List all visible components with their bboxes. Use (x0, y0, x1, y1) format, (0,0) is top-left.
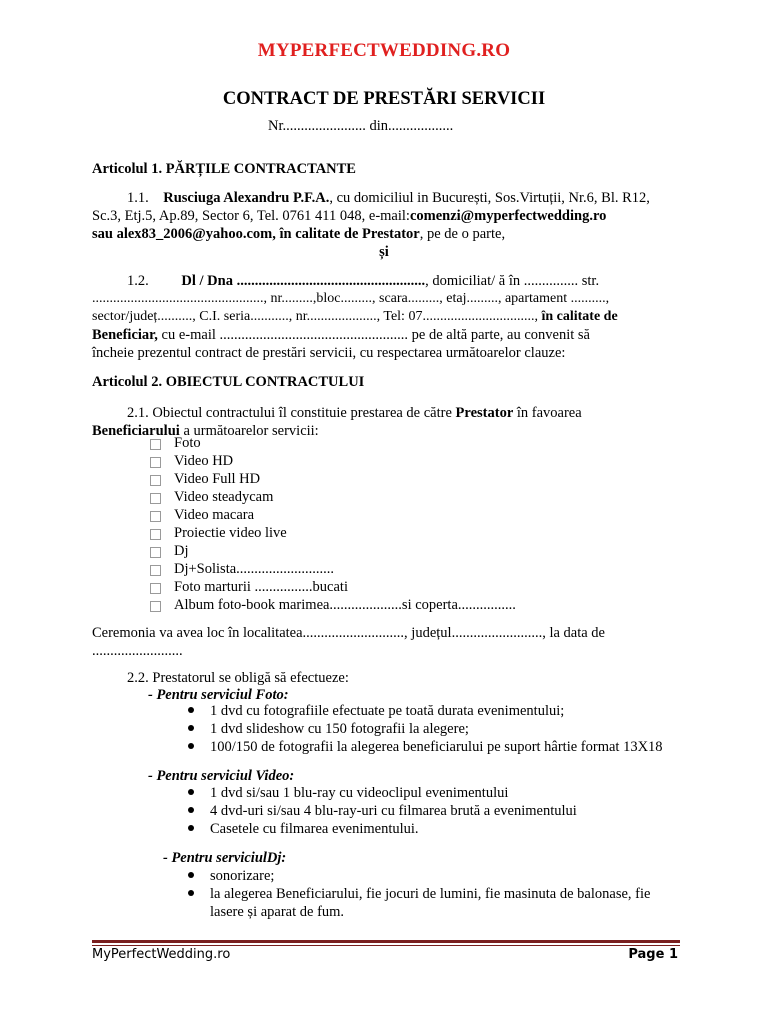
bullet-icon (188, 789, 194, 795)
service-label: Video steadycam (174, 489, 274, 505)
service-label: Dj (174, 543, 189, 559)
art2-p2-intro: 2.2. Prestatorul se obligă să efectueze: (127, 670, 349, 686)
service-checkbox-dj-solista[interactable] (150, 565, 161, 576)
service-checkbox-dj[interactable] (150, 547, 161, 558)
dj-item: sonorizare; (210, 868, 275, 884)
and-connector: și (379, 244, 389, 260)
dj-item-line2: lasere și aparat de fum. (210, 904, 345, 920)
bullet-icon (188, 825, 194, 831)
art1-p1-line2: Sc.3, Etj.5, Ap.89, Sector 6, Tel. 0761 411 048, e-mail:comenzi@myperfectwedding.ro (92, 208, 607, 224)
foto-item: 1 dvd cu fotografiile efectuate pe toată durata evenimentului; (210, 703, 565, 719)
footer-site-name: MyPerfectWedding.ro (92, 947, 231, 962)
ceremony-line1: Ceremonia va avea loc în localitatea............................, județul........................., la data de (92, 625, 605, 641)
article-1-heading: Articolul 1. PĂRȚILE CONTRACTANTE (92, 161, 356, 177)
art1-p2-line3: sector/județ.........., C.I. seria..........., nr...................., Tel: 07................................, în calitate de (92, 309, 618, 324)
foto-service-heading: - Pentru serviciul Foto: (148, 687, 289, 703)
service-checkbox-album-foto-book[interactable] (150, 601, 161, 612)
foto-item: 1 dvd slideshow cu 150 fotografii la alegere; (210, 721, 469, 737)
service-label: Video HD (174, 453, 234, 469)
service-label: Foto (174, 435, 201, 451)
art1-p1-line1: 1.1. Rusciuga Alexandru P.F.A., cu domiciliul in București, Sos.Virtuții, Nr.6, Bl. R12, (127, 190, 650, 206)
ceremony-line2: ......................... (92, 643, 183, 659)
dj-service-heading: - Pentru serviciulDj: (163, 850, 287, 866)
art1-p2-line2: ................................................., nr.........,bloc........., scara........., etaj........., apartament .........., (92, 291, 610, 306)
bullet-icon (188, 743, 194, 749)
document-title: CONTRACT DE PRESTĂRI SERVICII (222, 89, 546, 109)
video-item: Casetele cu filmarea evenimentului. (210, 821, 419, 837)
service-checkbox-video-macara[interactable] (150, 511, 161, 522)
bullet-icon (188, 807, 194, 813)
dj-item-line1: la alegerea Beneficiarului, fie jocuri de lumini, fie masinuta de balonase, fie (210, 886, 651, 902)
service-label: Video macara (174, 507, 255, 523)
footer-divider (92, 940, 680, 943)
foto-item: 100/150 de fotografii la alegerea beneficiarului pe suport hârtie format 13X18 (210, 739, 663, 755)
service-checkbox-video-hd[interactable] (150, 457, 161, 468)
service-label: Dj+Solista........................... (174, 561, 335, 577)
contract-number-line: Nr....................... din.................. (268, 118, 454, 134)
art1-p1-line3: sau alex83_2006@yahoo.com, în calitate de Prestator, pe de o parte, (92, 226, 506, 242)
bullet-icon (188, 725, 194, 731)
service-label: Video Full HD (174, 471, 261, 487)
art1-p2-line4: Beneficiar, cu e-mail .................................................... pe de altă parte, au convenit să (92, 327, 590, 343)
video-service-heading: - Pentru serviciul Video: (148, 768, 295, 784)
art2-p1-line1: 2.1. Obiectul contractului îl constituie prestarea de către Prestator în favoarea (127, 405, 582, 421)
service-checkbox-foto[interactable] (150, 439, 161, 450)
art1-p2-line1: 1.2. Dl / Dna ...................................................., domiciliat/ ă în ............... str. (127, 273, 600, 289)
service-label: Proiectie video live (174, 525, 287, 541)
video-item: 4 dvd-uri si/sau 4 blu-ray-uri cu filmarea brută a evenimentului (210, 803, 577, 819)
bullet-icon (188, 872, 194, 878)
service-checkbox-proiectie-video-live[interactable] (150, 529, 161, 540)
bullet-icon (188, 707, 194, 713)
prestator-email: comenzi@myperfectwedding.ro (409, 208, 607, 224)
service-checkbox-video-full-hd[interactable] (150, 475, 161, 486)
art1-p2-line5: încheie prezentul contract de prestări servicii, cu respectarea următoarelor clauze: (92, 345, 566, 361)
bullet-icon (188, 890, 194, 896)
article-2-heading: Articolul 2. OBIECTUL CONTRACTULUI (92, 374, 365, 390)
video-item: 1 dvd si/sau 1 blu-ray cu videoclipul evenimentului (210, 785, 509, 801)
brand-header: MYPERFECTWEDDING.RO (257, 40, 511, 61)
page-number: Page 1 (628, 947, 678, 962)
service-checkbox-foto-marturii[interactable] (150, 583, 161, 594)
service-label: Foto marturii ................bucati (174, 579, 348, 595)
service-label: Album foto-book marimea....................si coperta................ (174, 597, 516, 613)
art2-p1-line2: Beneficiarului a următoarelor servicii: (92, 423, 319, 439)
service-checkbox-video-steadycam[interactable] (150, 493, 161, 504)
